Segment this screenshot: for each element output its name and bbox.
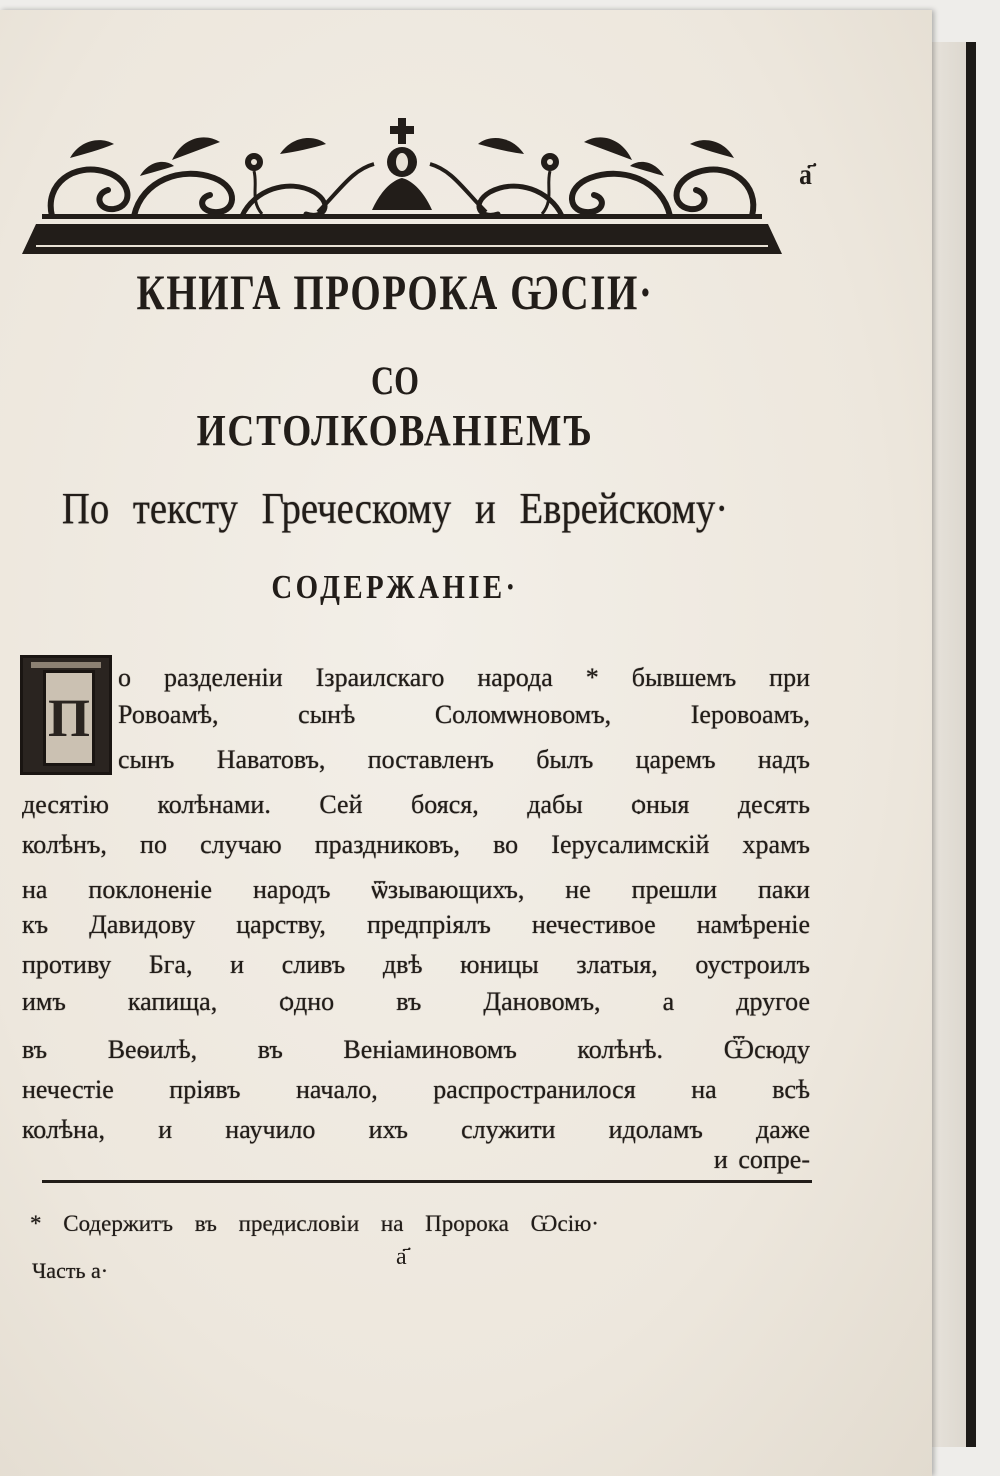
body-line: колѣнъ, по случаю праздниковъ, во Іерусалимскій храмъ: [22, 830, 810, 859]
body-line: колѣна, и научило ихъ служити идоламъ даже: [22, 1115, 810, 1144]
body-line: въ Веѳилѣ, въ Веніаминовомъ колѣнѣ. Ѿсюду: [22, 1035, 810, 1064]
body-line-last: и сопре-: [713, 1145, 810, 1174]
signature-mark: а҃: [396, 1244, 407, 1270]
ornament-left: [51, 137, 374, 216]
subtitle-line-3: По тексту Греческому и Еврейскому·: [61, 484, 729, 533]
page-number: а҃: [799, 158, 812, 191]
drop-cap-initial: [20, 655, 112, 775]
section-heading: СОДЕРЖАНІЕ·: [271, 569, 519, 606]
footnote-rule: [42, 1180, 812, 1183]
body-line: десятію колѣнами. Сей бояся, дабы ѻныя десять: [22, 790, 810, 819]
book-title: КНИГА ПРОРОКА ѠСІИ·: [136, 264, 654, 320]
body-line: имъ капища, ѻдно въ Дановомъ, а другое: [22, 987, 810, 1016]
orb-base: [372, 178, 432, 210]
footnote: * Содержитъ въ предисловіи на Пророка Ѡсію·: [30, 1211, 599, 1236]
base-band: [22, 224, 782, 254]
part-label: Часть а·: [32, 1258, 109, 1283]
cross-horizontal: [390, 126, 414, 134]
body-line: къ Давидову царству, предпріялъ нечестивое намѣреніе: [22, 910, 810, 939]
body-line: на поклоненіе народъ ѿзывающихъ, не прешли паки: [22, 875, 810, 904]
subtitle-line-2: ИСТОЛКОВАНІЕМЪ: [196, 406, 594, 455]
subtitle-line-1: СО: [371, 358, 419, 403]
body-line: Ровоамѣ, сынѣ Соломѡновомъ, Іеровоамъ,: [118, 700, 810, 729]
body-line: сынъ Наватовъ, поставленъ былъ царемъ надъ: [118, 745, 810, 774]
ornament-right: [430, 137, 753, 216]
body-line: нечестіе пріявъ начало, распространилося на всѣ: [22, 1075, 810, 1104]
drop-cap-letter: П: [43, 670, 95, 766]
headpiece-ornament: [22, 118, 782, 258]
orb-highlight: [396, 153, 408, 171]
body-line: противу Бга, и сливъ двѣ юницы златыя, оустроилъ: [22, 950, 810, 979]
body-line: о разделеніи Ізраилскаго народа * бывшемъ при: [118, 663, 810, 692]
shelf-line: [42, 214, 762, 219]
drop-cap-arch: [31, 662, 101, 668]
